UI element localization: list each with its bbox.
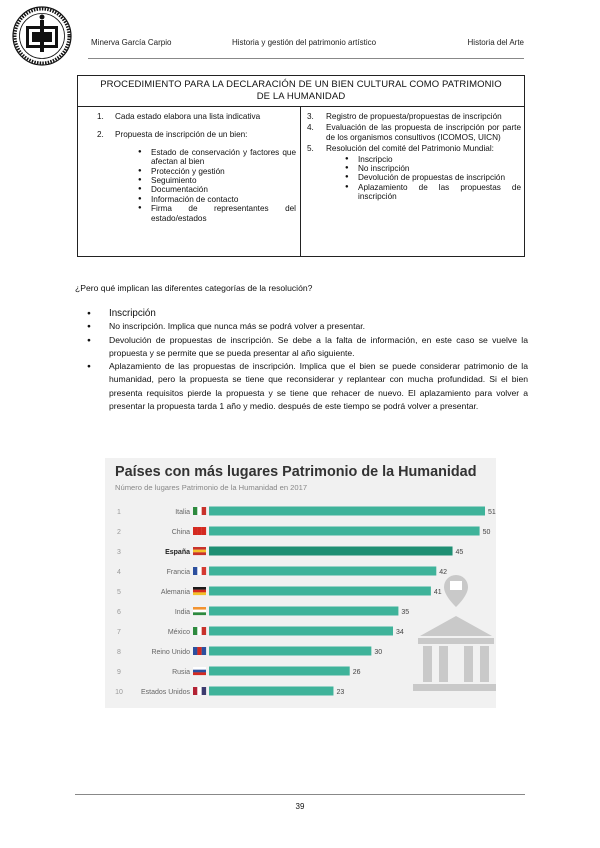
resolution-outcomes-list [307, 155, 521, 202]
value-label: 45 [455, 549, 464, 556]
rank-label: 8 [117, 649, 121, 656]
question-text: ¿Pero qué implican las diferentes categorías de la resolución? [75, 283, 313, 293]
header-title: Historia y gestión del patrimonio artístico [232, 38, 377, 47]
flag-icon [193, 612, 206, 615]
header-author: Minerva García Carpio [91, 38, 172, 47]
value-label: 51 [488, 509, 496, 516]
category-label: Estados Unidos [140, 689, 190, 696]
heritage-sites-chart [105, 458, 496, 708]
procedure-step: 4. Evaluación de las propuesta de inscripción por parte de los organismos consultivos (ICOMOS, UICN) [307, 123, 521, 142]
procedure-table [77, 75, 525, 257]
category-label: Italia [175, 509, 190, 516]
flag-icon [193, 527, 197, 535]
category-label: Alemania [160, 589, 190, 596]
category-label: Rusia [172, 669, 190, 676]
flag-icon [193, 667, 206, 670]
category-label: Reino Unido [151, 649, 190, 656]
bar [209, 607, 398, 616]
header-divider [88, 58, 524, 59]
flag-icon [197, 507, 201, 515]
resolution-categories-list [86, 307, 528, 413]
flag-icon [197, 527, 201, 535]
rank-label: 5 [117, 589, 121, 596]
bar [209, 687, 333, 696]
list-item: ● Aplazamiento de las propuestas de inscripción [345, 183, 521, 202]
flag-icon [193, 592, 206, 595]
rank-label: 1 [117, 509, 121, 516]
flag-icon [193, 587, 206, 590]
value-label: 23 [336, 689, 345, 696]
flag-icon [193, 687, 197, 695]
category-item: ● Aplazamiento de las propuestas de inscripción. Implica que el bien se puede considerar patrimonio de la humanidad, pero la propuesta se tiene que reconsiderar y replantear con mucha profundidad. Si el bien presenta requisitos pierde la propuesta y se tiene que rehacer de nuevo. El aplazamiento para volver a presentar la propuesta tarda 1 año y medio. después de este tiempo se podrá volver a presentar. [86, 360, 528, 413]
bar [209, 507, 485, 516]
flag-icon [193, 670, 206, 673]
flag-icon [197, 627, 201, 635]
flag-icon [202, 507, 206, 515]
rank-label: 3 [117, 549, 121, 556]
flag-icon [193, 672, 206, 675]
bar [209, 647, 371, 656]
rank-label: 6 [117, 609, 121, 616]
flag-icon [197, 567, 201, 575]
value-label: 35 [401, 609, 410, 616]
value-label: 34 [396, 629, 404, 636]
list-item: ● Inscripcio [345, 155, 521, 164]
list-item: ● Estado de conservación y factores que afectan al bien [138, 148, 296, 167]
flag-icon [202, 527, 206, 535]
flag-icon [193, 567, 197, 575]
flag-icon [202, 647, 206, 655]
chart-subtitle: Número de lugares Patrimonio de la Humanidad en 2017 [115, 483, 308, 492]
rank-label: 7 [117, 629, 121, 636]
list-item: ● Información de contacto [138, 195, 296, 204]
bar [209, 667, 350, 676]
list-item: ● Documentación [138, 185, 296, 194]
category-item: ● No inscripción. Implica que nunca más se podrá volver a presentar. [86, 320, 528, 333]
list-item: ● Devolución de propuestas de inscripción [345, 173, 521, 182]
flag-icon [197, 647, 201, 655]
column-divider [300, 107, 301, 256]
procedure-title: PROCEDIMIENTO PARA LA DECLARACIÓN DE UN BIEN CULTURAL COMO PATRIMONIO DE LA HUMANIDAD [78, 76, 524, 107]
procedure-step: 5. Resolución del comité del Patrimonio Mundial: [307, 144, 494, 154]
flag-icon [193, 647, 197, 655]
proposal-requirements-list [82, 148, 296, 223]
flag-icon [202, 627, 206, 635]
flag-icon [193, 610, 206, 613]
page-number: 39 [295, 802, 305, 811]
flag-icon [193, 607, 206, 610]
procedure-step: 3. Registro de propuesta/propuestas de inscripción [307, 112, 502, 121]
procedure-step: 2. Propuesta de inscripción de un bien: [97, 130, 248, 140]
category-label: Francia [166, 569, 190, 576]
flag-icon [202, 687, 206, 695]
category-item: ● Devolución de propuestas de inscripción. Se debe a la falta de información, en este caso se vuelve la propuesta y se permite que se pueda presentar al año siguiente. [86, 334, 528, 361]
flag-icon [193, 550, 206, 553]
flag-icon [193, 507, 197, 515]
procedure-left-column [82, 112, 296, 223]
list-item: ● Protección y gestión [138, 167, 296, 176]
flag-icon [193, 552, 206, 555]
value-label: 26 [352, 669, 361, 676]
rank-label: 9 [117, 669, 121, 676]
value-label: 30 [374, 649, 383, 656]
procedure-step: 1. Cada estado elabora una lista indicativa [97, 112, 261, 121]
procedure-right-column [307, 112, 521, 202]
bar [209, 547, 453, 556]
bar [209, 587, 431, 596]
value-label: 42 [439, 569, 448, 576]
list-item: ● No inscripción [345, 164, 521, 173]
value-label: 50 [482, 529, 491, 536]
university-seal-logo [12, 6, 72, 66]
flag-icon [202, 567, 206, 575]
bar [209, 527, 480, 536]
chart-plot [105, 458, 496, 708]
chart-title: Países con más lugares Patrimonio de la Humanidad [115, 464, 477, 480]
bar [209, 627, 393, 636]
rank-label: 10 [115, 689, 123, 696]
bar [209, 567, 436, 576]
flag-icon [193, 590, 206, 593]
list-item: ● Seguimiento [138, 176, 296, 185]
category-label: China [171, 529, 190, 536]
value-label: 41 [433, 589, 442, 596]
category-label: India [174, 609, 190, 616]
category-label: México [167, 629, 190, 636]
list-item: ● Firma de representantes del estado/estados [138, 204, 296, 223]
flag-icon [193, 627, 197, 635]
category-item: ● Inscripción [86, 307, 528, 320]
category-label: España [165, 549, 190, 556]
footer-divider [75, 794, 525, 795]
flag-icon [197, 687, 201, 695]
flag-icon [193, 547, 206, 550]
rank-label: 2 [117, 529, 121, 536]
rank-label: 4 [117, 569, 121, 576]
header-subject: Historia del Arte [467, 38, 524, 47]
